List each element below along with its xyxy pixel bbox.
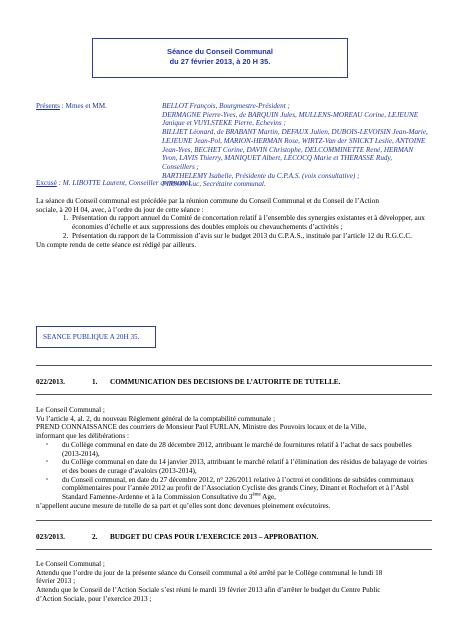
item-2-title: BUDGET DU CPAS POUR L’EXERCICE 2013 – APPROBATION.	[110, 533, 319, 541]
item-1-bullet-text: du Collège communal en date du 28 décembre 2012, attribuant le marché de fournitures relatif à l’achat de sacs poubelles (2013-2014),	[62, 440, 412, 458]
item-2-line: Le Conseil Communal ;	[36, 560, 105, 568]
section-divider	[36, 394, 432, 395]
item-2-line: février 2013 ;	[36, 577, 76, 586]
public-session-label: SEANCE PUBLIQUE A 20H 35.	[43, 333, 140, 341]
item-2-line: Attendu que le Conseil de l’Action Sociale s’est réuni le mardi 19 février 2013 afin d’arrêter le budget du Centre Public	[36, 586, 381, 595]
item-2-line: Attendu que l’ordre du jour de la présente séance du Conseil communal a été arrêté par le Collège communal le lundi 18	[36, 568, 383, 577]
item-1-number: 022/2013.	[36, 378, 65, 386]
item-2-number: 023/2013.	[36, 533, 65, 541]
excuse-text: : M. LIBOTTE Laurent, Conseiller communal.	[56, 179, 193, 187]
item-1-bullet	[36, 476, 432, 502]
item-1-body	[36, 406, 432, 510]
item-1-heading	[36, 378, 340, 387]
intro-paragraph	[36, 197, 432, 249]
presents-heading: Présents	[36, 102, 60, 110]
meeting-title-box	[92, 38, 348, 78]
section-divider	[36, 520, 432, 521]
item-1-line: Le Conseil Communal ;	[36, 406, 105, 414]
item-1-line: informant que les délibérations :	[36, 432, 130, 441]
intro-line: La séance du Conseil communal est précédée par la réunion commune du Conseil Communal et du Conseil de l’Action	[36, 197, 379, 205]
intro-item: 2. Présentation du rapport de la Commission d’avis sur le budget 2013 du C.P.A.S., instituée par l’article 12 du R.G.C.C.	[70, 232, 432, 241]
item-1-bullet-tail: Age,	[260, 493, 276, 502]
intro-item: 1. Présentation du rapport annuel du Comité de concertation relatif à l’ensemble des synergies existantes et à développer, aux économies d’échelle et aux suppressions des doubles emplois ou chevauchements d’activités ;	[70, 214, 432, 231]
item-1-title: COMMUNICATION DES DECISIONS DE L’AUTORITE DE TUTELLE.	[110, 378, 341, 386]
presents-line: LEJEUNE Jean-Pol, MARION-HERMAN Rose, WIRTZ-Van der SNICKT Leslie, ANTOINE	[162, 136, 426, 145]
section-divider	[36, 549, 432, 550]
intro-list	[36, 214, 432, 240]
presents-line: BELLOT François, Bourgmestre-Président ;	[162, 102, 290, 110]
intro-closing: Un compte rendu de cette séance est rédigé par ailleurs.	[36, 240, 197, 249]
item-1-bullet	[36, 441, 432, 458]
item-1-line: PREND CONNAISSANCE des courriers de Monsieur Paul FURLAN, Ministre des Pouvoirs locaux et de la Ville,	[36, 423, 367, 432]
item-1-conclusion: n’appellent aucune mesure de tutelle de sa part et qu’elles sont donc devenues pleinement exécutoires.	[36, 501, 331, 510]
presents-line: DERMAGNE Pierre-Yves, de BARQUIN Jules, MULLENS-MOREAU Corine, LEJEUNE	[162, 110, 419, 119]
item-1-bullet-text: du Conseil communal, en date du 27 décembre 2012, n° 226/2011 relative à l’octroi et conditions de subsides communaux complémentaires pour l’année 2012 au profit de l’Association Cycliste des grands Ciney, Dinant et Rochefort et à l’Asbl Standard Famenne-Ardenne et à la Commission Consultative du 3	[62, 475, 414, 502]
presents-line: Jean-Yves, BECHET Corine, DAVIN Christophe, DELCOMMINETTE René, HERMAN	[162, 145, 413, 154]
item-1-ordinal: 1.	[92, 378, 98, 386]
item-2-body	[36, 560, 432, 604]
bullet-marker-icon: ▫	[46, 459, 49, 466]
item-1-bullet-text: du Collège communal en date du 14 janvier 2013, attribuant le marché relatif à l’élimination des résidus de balayage de voiries et des boues de curage d’avaloirs (2013-2014),	[62, 458, 428, 475]
item-1-bullet-sup: ème	[252, 492, 261, 498]
presents-suffix: : Mmes et MM.	[59, 102, 107, 110]
bullet-marker-icon: ▫	[46, 441, 49, 448]
presents-line: Yvon, LAVIS Thierry, MANIQUET Albert, LECOCQ Marie et THERASSE Rudy,	[162, 154, 393, 163]
presents-line: PIRSON Luc, Secrétaire communal.	[162, 180, 266, 189]
section-divider	[36, 365, 432, 366]
presents-line: Conseillers ;	[162, 162, 199, 171]
item-1-bullet	[36, 458, 432, 475]
presents-label	[36, 102, 107, 111]
excuse-heading: Excusé	[36, 179, 57, 187]
intro-line: sociale, à 20 H 04, avec, à l’ordre du jour de cette séance :	[36, 205, 204, 214]
presents-line: BARTHELEMY Isabelle, Présidente du C.P.A.S. (voix consultative) ;	[162, 171, 360, 180]
item-2-line: d’Action Sociale, pour l’exercice 2013 ;	[36, 594, 152, 603]
item-1-bullet-list	[36, 441, 432, 502]
public-session-box	[36, 326, 156, 348]
presents-line: BILLIET Léonard, de BRABANT Martin, DEFAUX Julien, DUBOIS-LEVOISIN Jean-Marie,	[162, 128, 428, 137]
presents-list	[162, 102, 430, 189]
item-2-heading	[36, 533, 318, 542]
item-2-ordinal: 2.	[92, 533, 98, 541]
presents-line: Janique et VUYLSTEKE Pierre, Echevins ;	[162, 119, 286, 128]
bullet-marker-icon: ▫	[46, 476, 49, 483]
meeting-date: du 27 février 2013, à 20 H 35.	[169, 57, 271, 66]
item-1-line: Vu l’article 4, al. 2, du nouveau Règlement général de la comptabilité communale ;	[36, 414, 276, 423]
excuse-line	[36, 179, 192, 188]
meeting-title: Séance du Conseil Communal	[167, 47, 273, 56]
